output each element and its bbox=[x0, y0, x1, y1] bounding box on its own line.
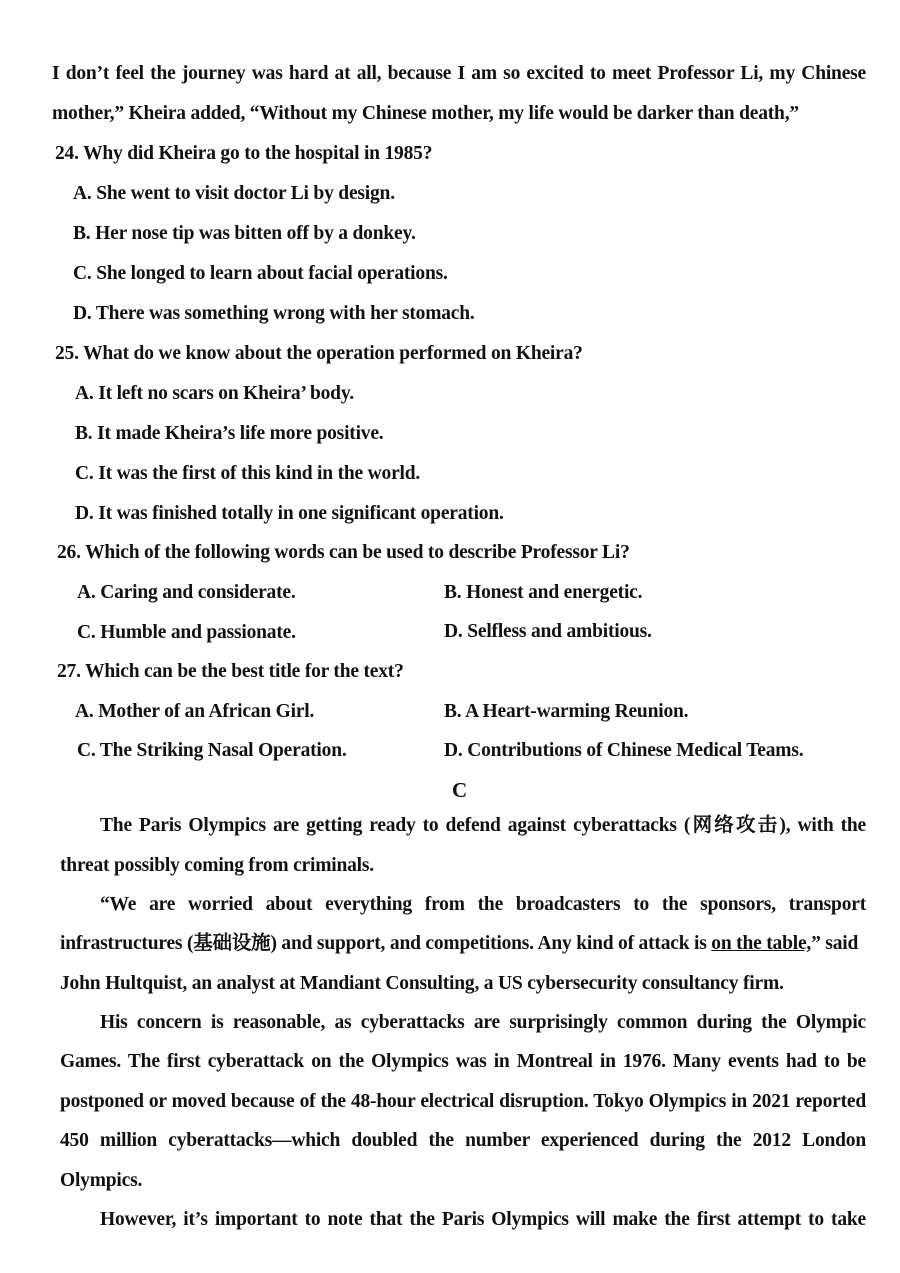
section-heading: C bbox=[452, 778, 468, 802]
passage-line: 450 million cyberattacks—which doubled the number experienced during the 2012 London bbox=[60, 1130, 866, 1151]
passage-line: Games. The first cyberattack on the Olympics was in Montreal in 1976. Many events had to be bbox=[60, 1051, 866, 1072]
question-25-option-b: B. It made Kheira’s life more positive. bbox=[75, 423, 384, 444]
question-25-option-a: A. It left no scars on Kheira’ body. bbox=[75, 383, 354, 404]
passage-line: The Paris Olympics are getting ready to defend against cyberattacks (网络攻击), with the bbox=[100, 815, 866, 836]
question-26-option-d: D. Selfless and ambitious. bbox=[444, 621, 652, 642]
passage-line bbox=[60, 932, 866, 956]
question-24-option-a: A. She went to visit doctor Li by design. bbox=[73, 183, 395, 204]
passage-line: Olympics. bbox=[60, 1170, 143, 1191]
passage-line: His concern is reasonable, as cyberattacks are surprisingly common during the Olympic bbox=[100, 1012, 866, 1033]
question-25-stem: 25. What do we know about the operation performed on Kheira? bbox=[55, 343, 583, 364]
question-24-option-d: D. There was something wrong with her stomach. bbox=[73, 303, 475, 324]
passage-line: threat possibly coming from criminals. bbox=[60, 855, 374, 876]
question-24-stem: 24. Why did Kheira go to the hospital in 1985? bbox=[55, 143, 433, 164]
question-26-option-a: A. Caring and considerate. bbox=[77, 582, 296, 603]
passage-line: However, it’s important to note that the Paris Olympics will make the first attempt to take bbox=[100, 1209, 866, 1230]
question-26-option-b: B. Honest and energetic. bbox=[444, 582, 643, 603]
passage-text: ” said bbox=[811, 933, 859, 954]
question-24-option-c: C. She longed to learn about facial operations. bbox=[73, 263, 448, 284]
underlined-phrase: on the table, bbox=[711, 933, 812, 954]
question-25-option-c: C. It was the first of this kind in the world. bbox=[75, 463, 421, 484]
question-27-option-d: D. Contributions of Chinese Medical Teams. bbox=[444, 740, 804, 761]
passage-line: I don’t feel the journey was hard at all, because I am so excited to meet Professor Li, my Chinese bbox=[52, 63, 866, 84]
passage-line: mother,” Kheira added, “Without my Chinese mother, my life would be darker than death,” bbox=[52, 103, 799, 124]
question-27-option-a: A. Mother of an African Girl. bbox=[75, 701, 315, 722]
question-27-option-b: B. A Heart-warming Reunion. bbox=[444, 701, 689, 722]
question-27-option-c: C. The Striking Nasal Operation. bbox=[77, 740, 347, 761]
question-27-stem: 27. Which can be the best title for the text? bbox=[57, 661, 404, 682]
question-26-option-c: C. Humble and passionate. bbox=[77, 622, 296, 643]
passage-line: postponed or moved because of the 48-hour electrical disruption. Tokyo Olympics in 2021 reported bbox=[60, 1091, 866, 1112]
passage-line: John Hultquist, an analyst at Mandiant Consulting, a US cybersecurity consultancy firm. bbox=[60, 973, 784, 994]
passage-line: “We are worried about everything from the broadcasters to the sponsors, transport bbox=[100, 894, 866, 915]
question-26-stem: 26. Which of the following words can be used to describe Professor Li? bbox=[57, 542, 630, 563]
passage-text: infrastructures (基础设施) and support, and competitions. Any kind of attack is bbox=[60, 933, 712, 954]
question-24-option-b: B. Her nose tip was bitten off by a donkey. bbox=[73, 223, 416, 244]
question-25-option-d: D. It was finished totally in one significant operation. bbox=[75, 503, 504, 524]
